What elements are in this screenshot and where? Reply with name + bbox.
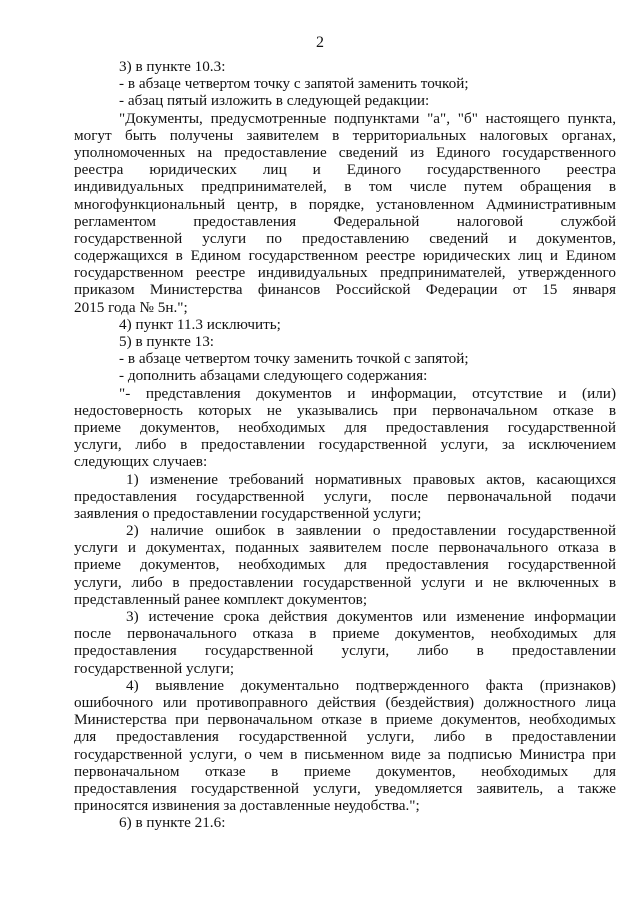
text-line: предоставления государственной услуги, после первоначальной подачи [74, 487, 616, 505]
text-line: ошибочного или противоправного действия (бездействия) должностного лица [74, 693, 616, 711]
text-line: 5) в пункте 13: [119, 333, 215, 350]
text-line: - в абзаце четвертом точку с запятой заменить точкой; [119, 75, 469, 93]
text-line: 1) изменение требований нормативных правовых актов, касающихся [126, 470, 616, 488]
text-line: для предоставления государственной услуги, либо в предоставлении [74, 728, 616, 746]
text-line: 2) наличие ошибок в заявлении о предоставлении государственной [126, 522, 616, 540]
text-line: уполномоченных на предоставление сведений из Единого государственного [74, 143, 616, 161]
text-line: 2015 года № 5н."; [74, 298, 188, 316]
text-line: предоставления государственной услуги, уведомляется заявитель, а также [74, 779, 616, 797]
text-line: предоставления государственной услуги, либо в предоставлении [74, 642, 616, 660]
page-number: 2 [316, 34, 324, 51]
text-line: недостоверность которых не указывались при первоначальном отказе в [74, 401, 616, 419]
text-line: услуги и документах, поданных заявителем после первоначального отказа в [74, 539, 616, 557]
text-line: многофункциональный центр, в порядке, установленном Административным [74, 195, 616, 213]
text-line: 3) истечение срока действия документов или изменение информации [126, 608, 616, 625]
text-line: представленный ранее комплект документов; [74, 590, 368, 608]
text-line: реестра юридических лиц и Единого государственного реестра [74, 161, 616, 179]
text-line: регламентом предоставления Федеральной налоговой службой [74, 212, 616, 230]
text-line: государственной услуги по предоставлению сведений и документов, [74, 229, 616, 247]
text-line: 6) в пункте 21.6: [119, 814, 226, 832]
text-line: приказом Министерства финансов Российской Федерации от 15 января [74, 281, 616, 299]
text-line: - абзац пятый изложить в следующей редакции: [119, 92, 430, 110]
text-line: государственной услуги, о чем в письменном виде за подписью Министра при [74, 745, 616, 763]
text-line: первоначальном отказе в приеме документов, необходимых для [74, 762, 616, 780]
text-line: "Документы, предусмотренные подпунктами "а", "б" настоящего пункта, [119, 109, 616, 127]
text-line: государственной услуги; [74, 659, 235, 677]
text-line: - в абзаце четвертом точку заменить точкой с запятой; [119, 350, 469, 368]
text-line: Министерства при первоначальном отказе в приеме документов, необходимых [74, 711, 616, 729]
text-line: могут быть получены заявителем в территориальных налоговых органах, [74, 126, 616, 144]
text-line: следующих случаев: [74, 453, 208, 471]
text-line: услуги, либо в предоставлении государственной услуги, за исключением [74, 436, 616, 454]
text-line: государственном реестре индивидуальных предпринимателей, утвержденного [74, 264, 616, 282]
text-line: индивидуальных предпринимателей, в том числе путем обращения в [74, 178, 616, 196]
text-line: заявления о предоставлении государственной услуги; [74, 504, 422, 522]
text-line: приеме документов, необходимых для предоставления государственной [74, 556, 616, 574]
text-line: приносятся извинения за доставленные неудобства."; [74, 797, 420, 815]
text-line: 4) пункт 11.3 исключить; [119, 315, 281, 333]
text-line: "- представления документов и информации, отсутствие и (или) [119, 384, 616, 402]
text-line: после первоначального отказа в приеме документов, необходимых для [74, 625, 616, 643]
text-line: содержащихся в Едином государственном реестре юридических лиц и Едином [74, 247, 616, 265]
text-line: услуги, либо в предоставлении государственной услуги и не включенных в [74, 573, 616, 591]
text-line: 3) в пункте 10.3: [119, 58, 226, 75]
document-body [74, 58, 616, 831]
text-line: - дополнить абзацами следующего содержания: [119, 367, 428, 385]
text-line: приеме документов, необходимых для предоставления государственной [74, 418, 616, 436]
text-line: 4) выявление документально подтвержденного факта (признаков) [126, 676, 616, 694]
